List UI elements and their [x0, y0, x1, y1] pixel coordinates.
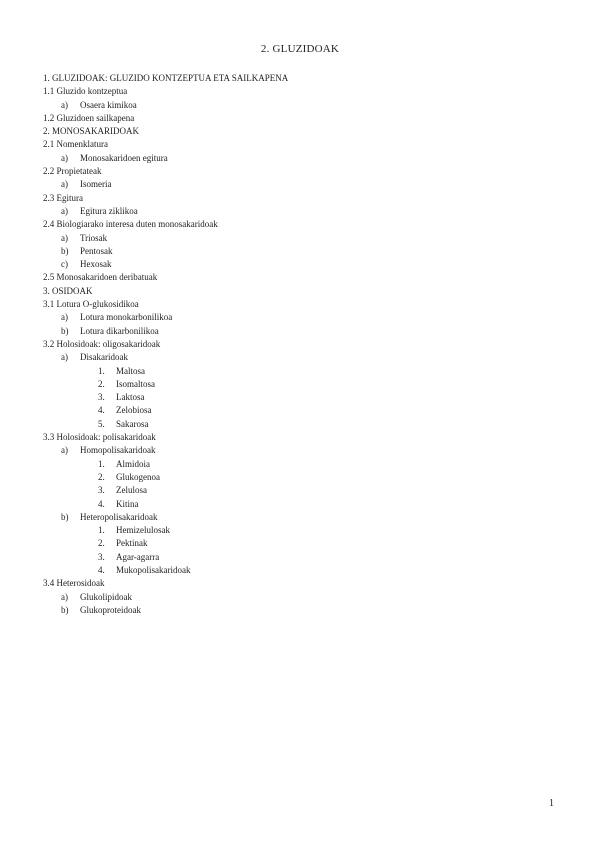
toc-item-text: Monosakaridoen egitura	[80, 152, 168, 163]
toc-item-marker: 1.	[98, 458, 105, 469]
toc-item-text: 3. OSIDOAK	[43, 285, 93, 296]
document-title: 2. GLUZIDOAK	[260, 43, 340, 55]
toc-item-marker: a)	[61, 445, 68, 456]
table-of-contents	[43, 72, 563, 617]
toc-item-marker: b)	[61, 604, 69, 615]
toc-item-text: Glukoproteidoak	[80, 604, 141, 615]
toc-item-text: 2.5 Monosakaridoen deribatuak	[43, 272, 158, 283]
toc-item-text: Isomaltosa	[116, 378, 155, 389]
toc-item	[43, 391, 563, 404]
toc-item	[43, 298, 563, 311]
toc-item-text: 3.1 Lotura O-glukosidikoa	[43, 299, 139, 310]
toc-item-marker: b)	[61, 245, 69, 256]
toc-item	[43, 471, 563, 484]
toc-item-marker: 2.	[98, 538, 105, 549]
toc-item-marker: 4.	[98, 498, 105, 509]
toc-item-marker: 3.	[98, 485, 105, 496]
toc-item	[43, 125, 563, 138]
toc-item-text: Kitina	[116, 498, 139, 509]
toc-item	[43, 112, 563, 125]
toc-item	[43, 564, 563, 577]
page-number: 1	[549, 798, 554, 809]
toc-item-text: 2.1 Nomenklatura	[43, 139, 108, 150]
toc-item	[43, 351, 563, 364]
toc-item	[43, 591, 563, 604]
toc-item	[43, 498, 563, 511]
toc-item-marker: 1.	[98, 525, 105, 536]
toc-item-text: 3.2 Holosidoak: oligosakaridoak	[43, 338, 161, 349]
toc-item	[43, 138, 563, 151]
toc-item-marker: 1.	[98, 365, 105, 376]
toc-item	[43, 178, 563, 191]
toc-item-text: Mukopolisakaridoak	[116, 564, 191, 575]
toc-item-text: Egitura ziklikoa	[80, 205, 138, 216]
toc-item	[43, 85, 563, 98]
toc-item-text: Homopolisakaridoak	[80, 445, 156, 456]
toc-item-marker: a)	[61, 312, 68, 323]
toc-item-marker: 3.	[98, 551, 105, 562]
toc-item	[43, 338, 563, 351]
toc-item-text: Lotura monokarbonilikoa	[80, 312, 173, 323]
toc-item	[43, 285, 563, 298]
toc-item-text: 3.3 Holosidoak: polisakaridoak	[43, 432, 156, 443]
toc-item	[43, 484, 563, 497]
toc-item	[43, 404, 563, 417]
toc-item-text: Zelobiosa	[116, 405, 152, 416]
toc-item-marker: 2.	[98, 378, 105, 389]
toc-item-text: Glukogenoa	[116, 471, 160, 482]
toc-item-text: Osaera kimikoa	[80, 99, 137, 110]
toc-item	[43, 378, 563, 391]
toc-item-marker: 4.	[98, 405, 105, 416]
toc-item-text: Zelulosa	[116, 485, 147, 496]
toc-item	[43, 258, 563, 271]
toc-item-text: 2.4 Biologiarako interesa duten monosakaridoak	[43, 219, 218, 230]
toc-item-text: 2.2 Propietateak	[43, 166, 102, 177]
toc-item-text: Pentosak	[80, 245, 113, 256]
toc-item	[43, 311, 563, 324]
toc-item-marker: 3.	[98, 392, 105, 403]
toc-item	[43, 551, 563, 564]
toc-item-text: 1.2 Gluzidoen sailkapena	[43, 112, 135, 123]
toc-item-text: Disakaridoak	[80, 352, 128, 363]
toc-item-text: Agar-agarra	[116, 551, 160, 562]
toc-item	[43, 325, 563, 338]
toc-item	[43, 524, 563, 537]
toc-item-text: Pektinak	[116, 538, 148, 549]
toc-item-marker: 2.	[98, 471, 105, 482]
toc-item	[43, 604, 563, 617]
toc-item-marker: a)	[61, 152, 68, 163]
toc-item-marker: a)	[61, 99, 68, 110]
toc-item-marker: 5.	[98, 418, 105, 429]
toc-item-text: Hemizelulosak	[116, 525, 170, 536]
toc-item-text: Laktosa	[116, 392, 145, 403]
toc-item	[43, 218, 563, 231]
toc-item-text: Triosak	[80, 232, 108, 243]
toc-item	[43, 152, 563, 165]
toc-item	[43, 577, 563, 590]
toc-item	[43, 99, 563, 112]
toc-item-text: Sakarosa	[116, 418, 149, 429]
toc-item	[43, 192, 563, 205]
toc-item	[43, 205, 563, 218]
toc-item-text: Almidoia	[116, 458, 150, 469]
toc-item-text: Lotura dikarbonilikoa	[80, 325, 159, 336]
toc-item-text: 1.1 Gluzido kontzeptua	[43, 86, 128, 97]
toc-item	[43, 245, 563, 258]
toc-item	[43, 537, 563, 550]
toc-item-text: 2.3 Egitura	[43, 192, 83, 203]
toc-item	[43, 271, 563, 284]
toc-item	[43, 165, 563, 178]
toc-item-marker: b)	[61, 511, 69, 522]
toc-item	[43, 458, 563, 471]
toc-item-text: Hexosak	[80, 259, 112, 270]
toc-item	[43, 511, 563, 524]
toc-item	[43, 72, 563, 85]
toc-item-text: 2. MONOSAKARIDOAK	[43, 126, 140, 137]
toc-item-text: Maltosa	[116, 365, 145, 376]
toc-item	[43, 232, 563, 245]
toc-item-marker: a)	[61, 205, 68, 216]
toc-item-marker: c)	[61, 259, 68, 270]
toc-item-text: 1. GLUZIDOAK: GLUZIDO KONTZEPTUA ETA SAILKAPENA	[43, 73, 289, 83]
toc-item-text: Heteropolisakaridoak	[80, 511, 158, 522]
toc-item-marker: 4.	[98, 564, 105, 575]
toc-item-marker: a)	[61, 232, 68, 243]
toc-item-text: Isomeria	[80, 179, 112, 190]
toc-item-marker: a)	[61, 179, 68, 190]
toc-item-marker: b)	[61, 325, 69, 336]
toc-item	[43, 418, 563, 431]
toc-item	[43, 431, 563, 444]
toc-item-marker: a)	[61, 591, 68, 602]
toc-item-text: 3.4 Heterosidoak	[43, 578, 105, 589]
toc-item-text: Glukolipidoak	[80, 591, 132, 602]
toc-item-marker: a)	[61, 352, 68, 363]
toc-item	[43, 365, 563, 378]
toc-item	[43, 444, 563, 457]
